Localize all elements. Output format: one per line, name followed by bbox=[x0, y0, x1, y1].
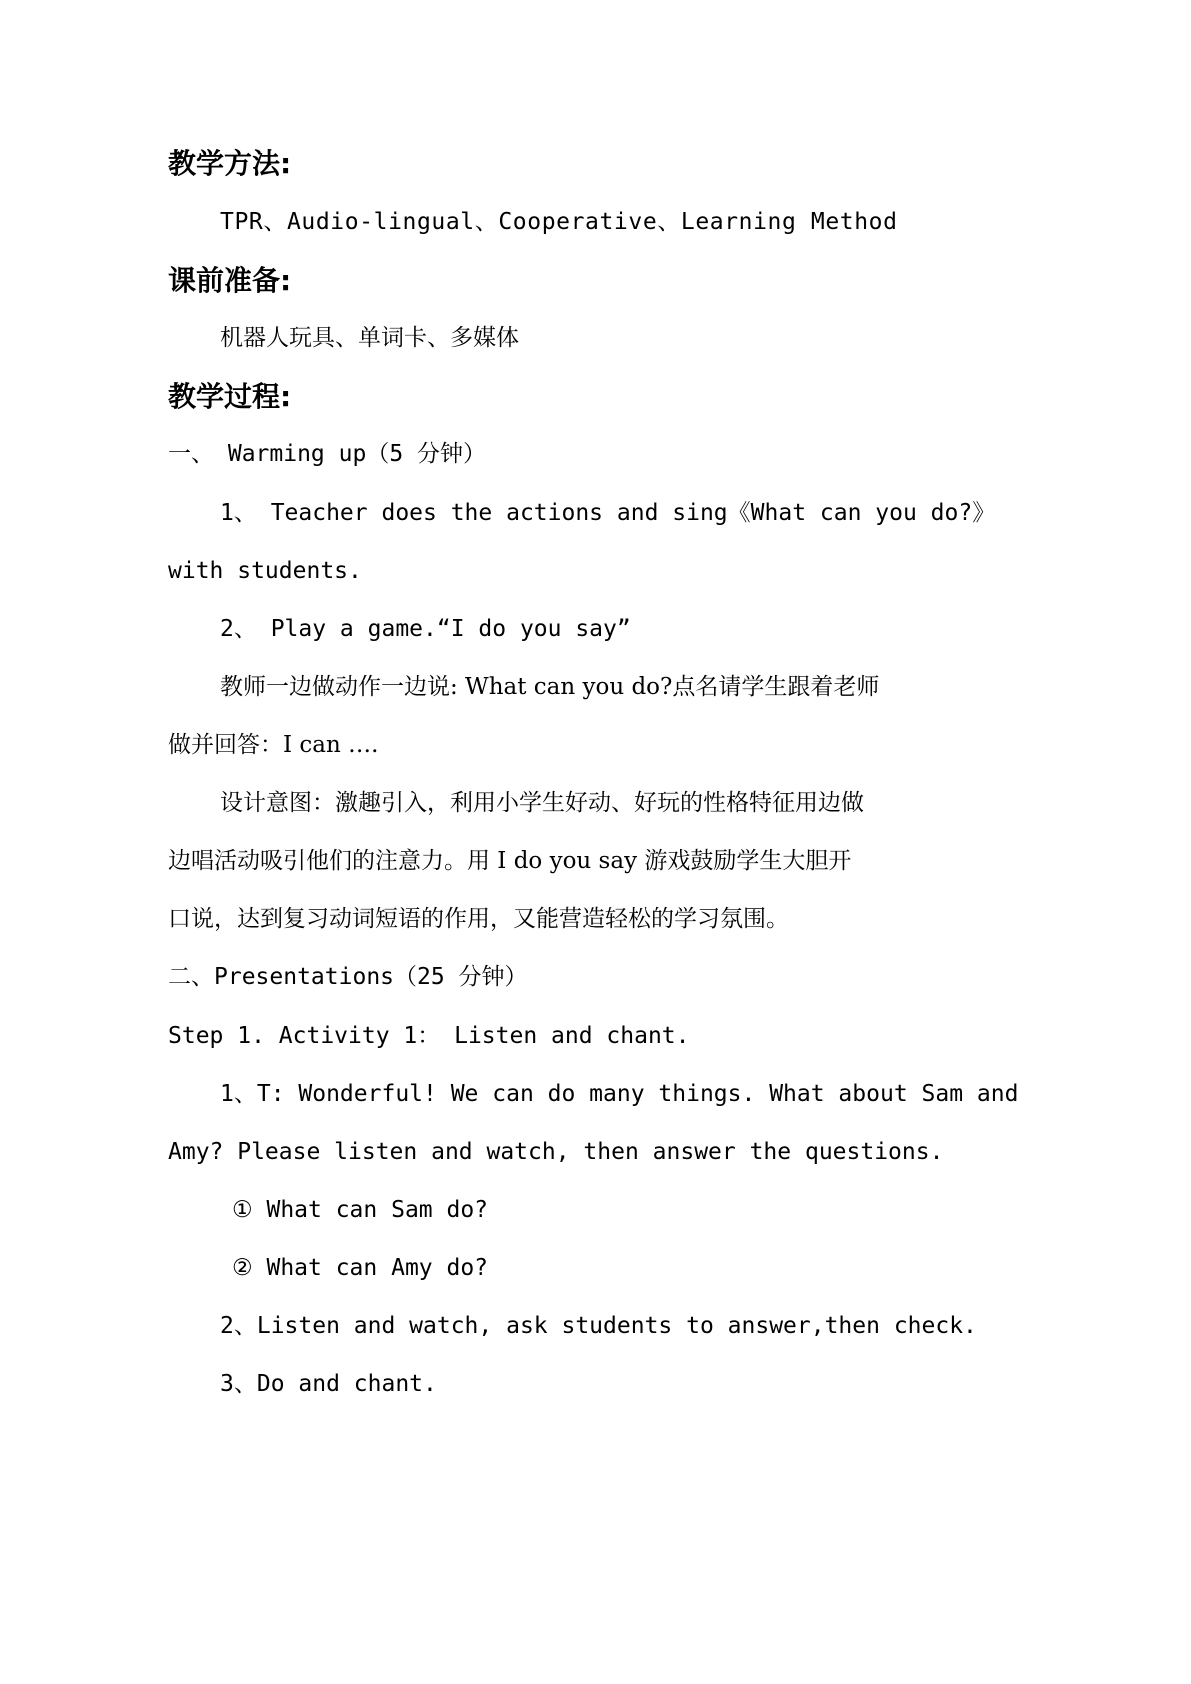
section-presentations-title: 二、Presentations（25 分钟） bbox=[168, 964, 528, 990]
warming-up-item-1-line-1: 1、 Teacher does the actions and sing《What can you do?》 bbox=[220, 500, 996, 526]
question-2: ② What can Amy do? bbox=[232, 1255, 489, 1281]
presentations-step-1: Step 1. Activity 1： Listen and chant. bbox=[168, 1023, 690, 1049]
heading-preparation: 课前准备: bbox=[168, 264, 292, 297]
teacher-instruction-line-1: 教师一边做动作一边说: What can you do?点名请学生跟着老师 bbox=[220, 674, 880, 700]
heading-teaching-process: 教学过程: bbox=[168, 380, 292, 413]
section-warming-up-title: 一、 Warming up（5 分钟） bbox=[168, 441, 487, 467]
heading-teaching-methods: 教学方法: bbox=[168, 147, 292, 180]
presentations-item-1-line-1: 1、T: Wonderful! We can do many things. What about Sam and bbox=[220, 1081, 1019, 1107]
design-intent-line-3: 口说，达到复习动词短语的作用，又能营造轻松的学习氛围。 bbox=[168, 906, 789, 932]
preparation-text: 机器人玩具、单词卡、多媒体 bbox=[220, 325, 519, 351]
teacher-instruction-line-2: 做并回答：I can …. bbox=[168, 732, 379, 758]
design-intent-line-1: 设计意图：激趣引入，利用小学生好动、好玩的性格特征用边做 bbox=[220, 790, 864, 816]
warming-up-item-2: 2、 Play a game.“I do you say” bbox=[220, 616, 631, 642]
warming-up-item-1-line-2: with students. bbox=[168, 558, 362, 584]
question-1: ① What can Sam do? bbox=[232, 1197, 489, 1223]
presentations-item-3: 3、Do and chant. bbox=[220, 1371, 437, 1397]
presentations-item-2: 2、Listen and watch, ask students to answer,then check. bbox=[220, 1313, 977, 1339]
design-intent-line-2: 边唱活动吸引他们的注意力。用 I do you say 游戏鼓励学生大胆开 bbox=[168, 848, 852, 874]
presentations-item-1-line-2: Amy? Please listen and watch, then answer the questions. bbox=[168, 1139, 944, 1165]
teaching-methods-text: TPR、Audio-lingual、Cooperative、Learning Method bbox=[220, 209, 898, 235]
